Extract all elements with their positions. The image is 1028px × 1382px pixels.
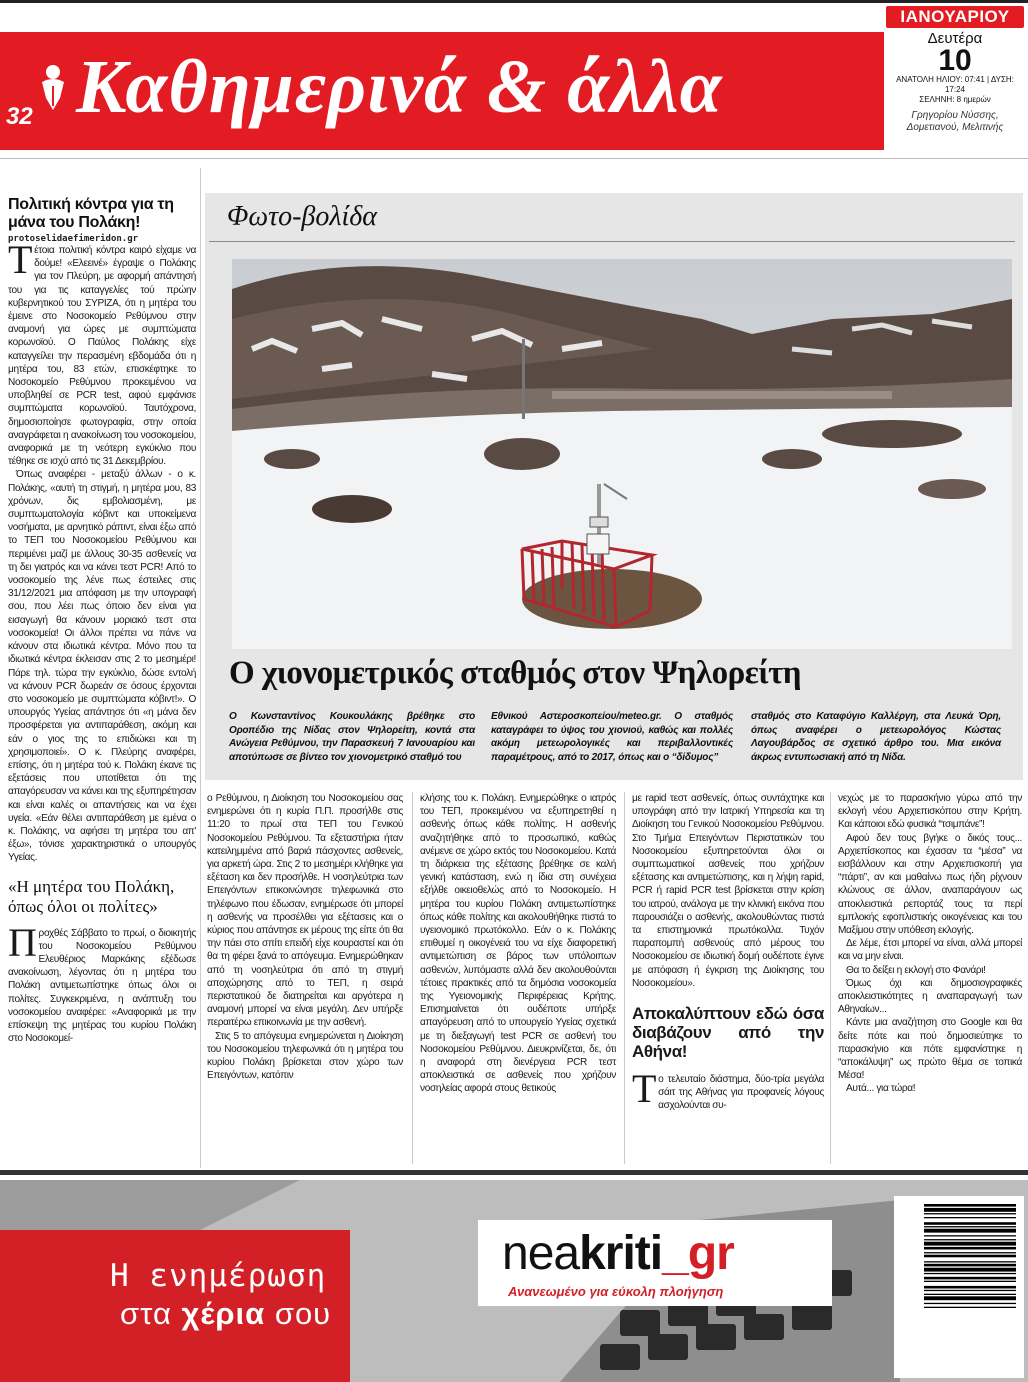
top-border xyxy=(0,0,1028,3)
article-column-1 xyxy=(207,792,403,1082)
section-title: Καθημερινά & άλλα xyxy=(76,45,723,129)
logo-part: _gr xyxy=(662,1227,734,1280)
paragraph: Όπως αναφέρει - μεταξύ άλλων - ο κ. Πολάκης, «αυτή τη στιγμή, η μητέρα μου, 83 χρόνων, δις εμβολιασμένη, με συμπτωματολογία κόβιντ και υποκείμενα νοσήματα, με αρνητικό ράπιντ, είναι έξω από το ΤΕΠ του Νοσοκομείου Ρεθύμνου και περιμένει μαζί με άλλους 30-35 ασθενείς να τη δει γιατρός και να κάνει τεστ PCR! Από το νοσοκομείο της λένε πως έστειλες στις 31/12/2021 μια απόφαση με την υπογραφή σου, που λέει πως όποιο δεν είναι για εισαγωγή θα κάνουν μοριακό τεστ στα νοσοκομεία! Οι άλλοι πρέπει να πάνε να κάνουν στα ιδιωτικά κέντρα. Μόνο που τα ιδιωτικά κέντρα έκλεισαν στις 2 το μεσημέρι! Πάρε τηλ. τώρα την εγκύκλιο, δώσε εντολή να κάνουν PCR δωρεάν σε όσους έρχονται στο νοσοκομείο με συμπτώματα κόβιντ!». Ο υπουργός Υγείας απάντησε ότι «η μάνα δεν προσφέρεται για αντιπαράθεση, ακόμη και εάν ο γιος της το επιδιώκει και τη χρησιμοποιεί». Ο κ. Πλεύρης αναφέρει, επίσης, ότι η μητέρα τού κ. Πολάκη έκανε τις εξετάσεις που υποτίθεται ότι της απαγόρευσαν να κάνει και της εξυπηρέτησαν και είναι καλές οι απαντήσεις και να έχει υγεία. «Εάν θέλει αντιπαράθεση με εμένα ο κ. Πολάκης, να αφήσει τη μητέρα του απ' έξω», τόνισε χαρακτηριστικά ο υπουργός Υγείας. xyxy=(8,469,196,864)
month-label: ΙΑΝΟΥΑΡΙΟΥ xyxy=(886,6,1024,28)
ad-slogan-word: χέρια xyxy=(181,1296,266,1331)
quill-pen-icon xyxy=(36,62,70,112)
page-number: 32 xyxy=(6,103,33,130)
ad-slogan-word: στα xyxy=(120,1296,172,1331)
photo-headline: Ο χιονομετρικός σταθμός στον Ψηλορείτη xyxy=(229,655,802,691)
paragraph: Αυτά... για τώρα! xyxy=(846,1083,916,1095)
ad-slogan-line1: Η ενημέρωση xyxy=(110,1258,327,1294)
column-divider xyxy=(412,792,413,1164)
watermark-text: protoselidaefimeridon.gr xyxy=(8,234,139,244)
paragraph: Στις 5 το απόγευμα ενημερώνεται η Διοίκηση του Νοσοκομείου τηλεφωνικά ότι η μητέρα του κυρίου Πολάκη βρίσκεται στον χώρο των Επειγόντων, κατόπιν xyxy=(207,1030,403,1082)
neakriti-logo xyxy=(502,1226,734,1281)
paragraph: ο Ρεθύμνου, η Διοίκηση του Νοσοκομείου σας ενημερώνει ότι η κυρία Π.Π. προσήλθε στις 11:20 το πρωί στα ΤΕΠ του Γενικού Νοσοκομείου Ρεθύμνου. Τα εξεταστήρια ήταν κατειλημμένα από βαριά πάσχοντες ασθενείς, για αρκετή ώρα. Στις 2 το μεσημέρι κλήθηκε για εξέταση και δεν προσήλθε. Η νοσηλεύτρια των Επειγόντων επικοινώνησε τηλεφωνικά στο τηλέφωνο που έδωσαν, ενημέρωσε ότι μπορεί η ασθενής να προσέλθει για εξέτασεις και ο κύριος που απάντησε εκ μέρους της είπε ότι θα την πάει στο σπίτι επειδή είχε κουραστεί και ότι θα τη φέρει ξανά το απόγευμα. Ενημερώθηκαν από τη νοσηλεύτρια ότι από τη στιγμή αποχώρησης από το ΤΕΠ, η σειρά περιστατικού δε διατηρείται και αργότερα η αναμονή μπορεί να είναι μεγάλη. Δεν υπήρξε περαιτέρω επικοινωνία με την ασθενή. xyxy=(207,793,403,1029)
paragraph: κλήσης του κ. Πολάκη. Ενημερώθηκε ο ιατρός του ΤΕΠ, προκειμένου να εξυπηρετηθεί η ασθενής όπως κάθε πολίτης. Η ασθενής αναζητήθηκε από το προσωπικό, καθώς ανέμενε σε χώρο εκτός του Νοσοκομείου. Κατά τη διάρκεια της εξέτασης βρέθηκε σε καλή γενική κατάσταση, ενώ η ίδια στη συνέχεια εξήλθε οικειοθελώς από το Νοσοκομείο. Η μητέρα του κυρίου Πολάκη αντιμετωπίστηκε όπως κάθε πολίτης και ακολουθήθηκε πιστά το υγειονομικό πρωτόκολλο. Εάν ο κ. Πολάκης επιθυμεί η οικογένειά του να είχε διαφορετική αντιμετώπιση σε βάρος των υπόλοιπων ασθενών, λυπόμαστε αλλά δεν ακολουθούνται τέτοιες πρακτικές από τα δημόσια νοσοκομεία της Υγειονομικής Περιφέρειας Κρήτης. Επισημαίνεται ότι ουδέποτε υπήρξε απαγόρευση από το υπουργείο Υγείας σχετικά με τη διεξαγωγή test PCR σε ασθενή του Νοσοκομείου Ρεθύμνου. Διευκρινίζεται, δε, ότι η αναφορά στη διενέργεια PCR τεστ αποκλειστικά σε ασθενείς που χρήζουν νοσηλείας αφορά στους θετικούς xyxy=(420,793,616,1095)
paragraph: Δε λέμε, έτσι μπορεί να είναι, αλλά μπορεί και να μην είναι. xyxy=(838,938,1022,963)
header-divider xyxy=(0,158,1028,159)
paragraph: Αφού δεν τους βγήκε ο δικός τους... Αρχιεπίσκοπος και έχασαν τα “μέσα” να εισβάλλουν και στην Αρχιεπισκοπή για “πάρτι”, αν και μαθαίνω πως ήδη ρίχνουν κλώνους σε άλλον, αναπαράγουν ως αποκλειστικά ρεπορτάζ τους τα περί εμπλοκής εφοπλιστικής οικογένειας και του Μαξίμου στην υπόθεση εκλογής. xyxy=(838,832,1022,937)
moon-phase: ΣΕΛΗΝΗ: 8 ημερών xyxy=(919,95,991,104)
photo-section-label: Φωτο-βολίδα xyxy=(227,201,377,232)
article-column-2 xyxy=(420,792,616,1096)
paragraph: ο τελευταίο διάστημα, δύο-τρία μεγάλα σάιτ της Αθήνας για προφανείς λόγους ασχολούνται συ- xyxy=(658,1074,824,1112)
left-article-body-2 xyxy=(8,919,196,1046)
saints-names: Γρηγορίου Νύσσης, Δομετιανού, Μελιτινής xyxy=(906,110,1004,133)
paragraph: έτοια πολιτική κόντρα καιρό είχαμε να δούμε! «Ελεεινέ» έγραψε ο Πολάκης για τον Πλεύρη, με αφορμή απάντησή του για τις καταγγελίες τού πρώην κυβερνητικού του ΣΥΡΙΖΑ, ότι η μητέρα του έμεινε στο Νοσοκομείο Ρεθύμνου στην αναμονή για ώρες με συμπτώματα κορωνοϊού. Ο Παύλος Πολάκης είχε καταγγείλει την περασμένη εβδομάδα ότι η μητέρα του, 83 ετών, επισκέφτηκε το Νοσοκομείο Ρεθύμνου προκειμένου να υποβληθεί σε PCR test, αφού εμφάνισε συμπτώματα κορωνοϊού. Ταυτόχρονα, δημοσιοποίησε φωτογραφία, στην οποία αναγράφεται η ανακοίνωση του νοσοκομείου, αναφορικά με τη νεότερη εγκύκλιο που τέθηκε σε ισχύ από τις 31 Δεκεμβρίου. xyxy=(8,245,196,468)
paragraph: ροχθές Σάββατο το πρωί, ο διοικητής του Νοσοκομείου Ρεθύμνου Ελευθέριος Μαρκάκης εξέδωσε ανακοίνωση, λέγοντας ότι η μητέρα του Πολάκη αντιμετωπίστηκε όπως όλοι οι πολίτες. Συγκεκριμένα, η ανάπτυξη του νοσοκομείου αναφέρει: «Αναφορικά με την επίσκεψη της μητέρας του κυρίου Πολάκη στο Νοσοκομεί- xyxy=(8,927,196,1045)
dropcap: Τ xyxy=(632,1066,657,1112)
photo-feature xyxy=(205,193,1023,780)
photo-caption-2: Εθνικού Αστεροσκοπείου/meteo.gr. Ο σταθμός καταγράφει το ύψος του χιονιού, καθώς και πολλές ακόμη μετεωρολογικές και περιβαλλοντικές παραμέτρους, από το 2017, όπως και ο “δίδυμος” xyxy=(491,711,733,763)
neakriti-logo-box[interactable] xyxy=(478,1220,832,1306)
paragraph: Θα το δείξει η εκλογή στο Φανάρι! xyxy=(846,964,986,976)
paragraph: νεχώς με το παρασκήνιο γύρω από την εκλογή νέου Αρχιεπισκόπου στην Κρήτη. Και κάποιοι εδώ φυσικά “τσιμπάνε”! xyxy=(838,793,1022,831)
day-number: 10 xyxy=(938,44,972,77)
column-divider xyxy=(624,792,625,1164)
logo-part: nea xyxy=(502,1227,580,1280)
sun-times: ΑΝΑΤΟΛΗ ΗΛΙΟΥ: 07:41 | ΔΥΣΗ: 17:24 xyxy=(896,75,1014,94)
ad-slogan-line2 xyxy=(120,1296,331,1332)
neakriti-advert[interactable] xyxy=(0,1180,1028,1382)
column-divider xyxy=(830,792,831,1164)
left-article xyxy=(8,196,196,1045)
weekday: Δευτέρα xyxy=(927,30,983,47)
dropcap: Τ xyxy=(8,237,33,282)
ad-slogan-word: σου xyxy=(274,1296,332,1331)
article-column-3 xyxy=(632,792,824,1113)
paragraph: Κάντε μια αναζήτηση στο Google και θα δείτε πότε και πού δημοσιεύτηκε το παρασκήνιο και πότε εμφανίστηκε η “αποκάλυψη” ως πρώτο θέμα σε τοπικά Μέσα! xyxy=(838,1017,1022,1082)
paragraph: με rapid τεστ ασθενείς, όπως συντάχτηκε και υπογράφη από την Ιατρική Υπηρεσία και τη Διοίκηση του Γενικού Νοσοκομείου Ρεθύμνου. Στο Τμήμα Επειγόντων Περιστατικών του Νοσοκομείου εξυπηρετούνται όλοι οι συμπτωματικοί ασθενείς που χρήζουν εξέτασης και αντιμετώπισης, και η λήψη rapid, PCR ή rapid PCR test βρίσκεται στην κρίση του ιατρού, ανάλογα με την κλινική εικόνα που παρουσιάζει ο ασθενής, ακολουθώντας πιστά τα επιστημονικά πρωτόκολλα. Τυχόν παραπομπή ασθενούς από μέρους του Νοσοκομείου σε ιδιωτική δομή ουδέποτε έγινε με απόφαση ή έγκριση της Διοίκησης του Νοσοκομείου». xyxy=(632,793,824,989)
ad-divider xyxy=(0,1170,1028,1175)
photo-title-rule xyxy=(209,241,1015,242)
date-box xyxy=(886,6,1024,150)
pull-quote-heading: «Η μητέρα του Πολάκη, όπως όλοι οι πολίτες» xyxy=(8,876,175,916)
paragraph: Όμως όχι και δημοσιογραφικές αποκλειστικότητες η αναπαραγωγή των Αθηναίων... xyxy=(838,977,1022,1016)
photo-caption-1: Ο Κωνσταντίνος Κουκουλάκης βρέθηκε στο Οροπέδιο της Νίδας στον Ψηλορείτη, κοντά στα Ανώγεια Ρεθύμνου, την Παρασκευή 7 Ιανουαρίου και αποτύπωσε σε βίντεο τον χιονομετρικό σταθμό του xyxy=(229,711,475,763)
dropcap: Π xyxy=(8,919,37,965)
left-article-headline: Πολιτική κόντρα για τη μάνα του Πολάκη! xyxy=(8,196,174,231)
snow-station-photo xyxy=(232,259,1012,649)
ad-tagline: Ανανεωμένο για εύκολη πλοήγηση xyxy=(508,1284,724,1299)
barcode-icon xyxy=(894,1196,1024,1378)
photo-caption-3: σταθμός στο Καταφύγιο Καλλέργη, στα Λευκά Όρη, όπως αναφέρει ο μετεωρολόγος Κώστας Λαγουβάρδος σε σχετικό άρθρο του. Μια εικόνα άκρως εντυπωσιακή από τη Νίδα. xyxy=(751,711,1001,763)
article-column-4 xyxy=(838,792,1022,1096)
article-headline-athens: Αποκαλύπτουν εδώ όσα διαβάζουν από την Αθήνα! xyxy=(632,1004,824,1062)
column-divider xyxy=(200,168,201,1168)
logo-part: kriti xyxy=(579,1227,663,1280)
